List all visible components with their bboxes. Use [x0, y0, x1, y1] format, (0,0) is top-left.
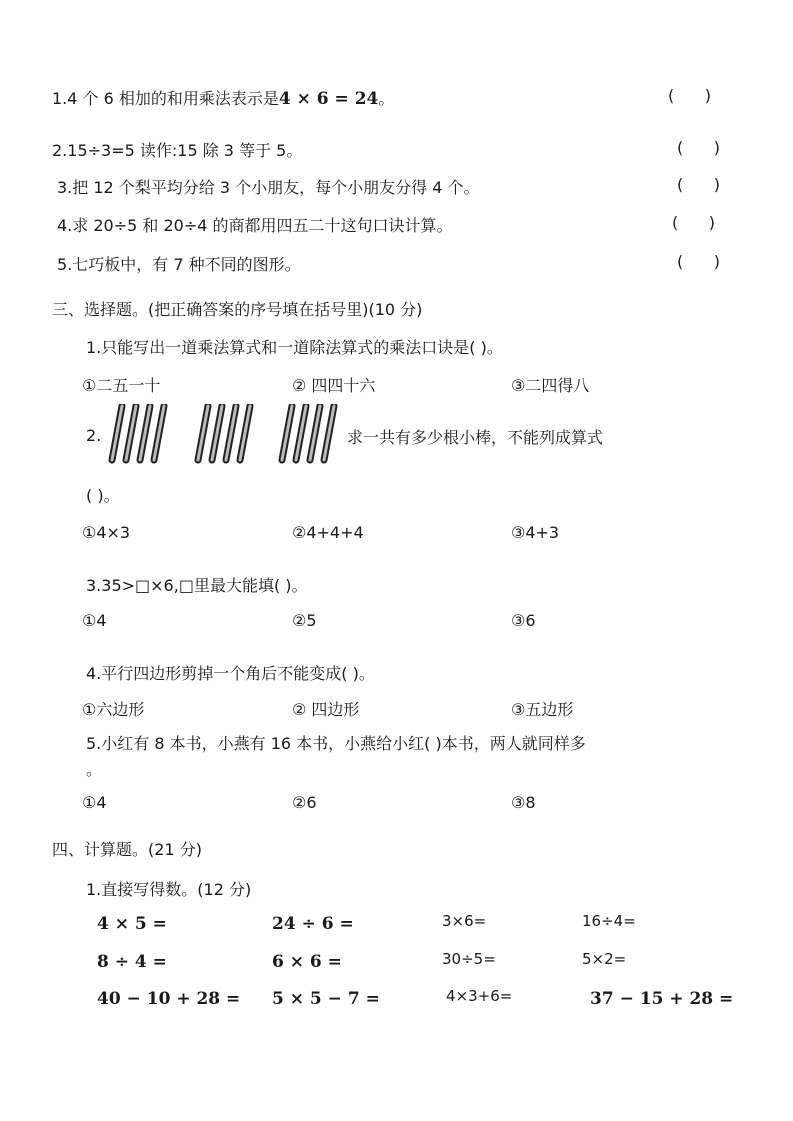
section-choice-heading: 三、选择题。(把正确答案的序号填在括号里)(10 分)	[52, 300, 423, 319]
judge-item-1	[52, 86, 394, 109]
calc-r2-c1: 8 ÷ 4 =	[97, 952, 167, 972]
choice-q4-option-2[interactable]: ② 四边形	[292, 700, 360, 719]
choice-q5-option-3[interactable]: ③8	[511, 793, 536, 812]
calc-r1-c2: 24 ÷ 6 =	[272, 914, 354, 934]
calc-r1-c3: 3×6=	[442, 912, 487, 930]
calc-sub-heading: 1.直接写得数。(12 分)	[86, 880, 252, 899]
calc-r3-c4: 37 − 15 + 28 =	[590, 989, 734, 1009]
judge-item-3: 3.把 12 个梨平均分给 3 个小朋友，每个小朋友分得 4 个。	[57, 178, 480, 197]
calc-r2-c2: 6 × 6 =	[272, 952, 342, 972]
stick-bundle-2	[198, 406, 250, 460]
calc-r2-c4: 5×2=	[582, 950, 627, 968]
judge-item-5: 5.七巧板中，有 7 种不同的图形。	[57, 255, 301, 274]
stick-bundle-3	[282, 406, 334, 460]
judge-item-4: 4.求 20÷5 和 20÷4 的商都用四五二十这句口诀计算。	[57, 216, 453, 235]
choice-q1-stem: 1.只能写出一道乘法算式和一道除法算式的乘法口诀是( )。	[86, 338, 503, 357]
choice-q1-option-2[interactable]: ② 四四十六	[292, 376, 376, 395]
calc-r1-c4: 16÷4=	[582, 912, 636, 930]
judge-item-2: 2.15÷3=5 读作:15 除 3 等于 5。	[52, 141, 303, 160]
choice-q4-option-3[interactable]: ③五边形	[511, 700, 574, 719]
choice-q4-option-1[interactable]: ①六边形	[82, 700, 145, 719]
judge-item-4-answer[interactable]: ( )	[672, 213, 715, 232]
judge-item-1-math: 4 × 6 = 24	[278, 89, 379, 109]
stick-bundle-1	[112, 406, 164, 460]
judge-item-1-text: 1.4 个 6 相加的和用乘法表示是	[52, 89, 279, 108]
choice-q3-option-2[interactable]: ②5	[292, 611, 317, 630]
choice-q2-option-2[interactable]: ②4+4+4	[292, 523, 364, 542]
calc-r2-c3: 30÷5=	[442, 950, 496, 968]
choice-q2-stem: 求一共有多少根小棒，不能列成算式	[347, 428, 604, 447]
choice-q3-option-3[interactable]: ③6	[511, 611, 536, 630]
choice-q2-label: 2.	[86, 426, 102, 445]
choice-q3-option-1[interactable]: ①4	[82, 611, 107, 630]
judge-item-5-answer[interactable]: ( )	[677, 252, 720, 271]
calc-r3-c2: 5 × 5 − 7 =	[272, 989, 380, 1009]
choice-q1-option-3[interactable]: ③二四得八	[511, 376, 590, 395]
judge-item-1-tail: 。	[378, 89, 395, 108]
judge-item-1-answer[interactable]: ( )	[668, 86, 711, 105]
calc-r1-c1: 4 × 5 =	[97, 914, 167, 934]
calc-r3-c1: 40 − 10 + 28 =	[97, 989, 241, 1009]
choice-q2-answer[interactable]: ( )。	[86, 486, 120, 505]
choice-q5-option-1[interactable]: ①4	[82, 793, 107, 812]
section-calc-heading: 四、计算题。(21 分)	[52, 840, 202, 859]
sticks-picture	[108, 404, 340, 466]
choice-q5-stem: 5.小红有 8 本书，小燕有 16 本书，小燕给小红( )本书，两人就同样多	[86, 734, 586, 753]
choice-q1-option-1[interactable]: ①二五一十	[82, 376, 161, 395]
judge-item-2-answer[interactable]: ( )	[677, 138, 720, 157]
judge-item-3-answer[interactable]: ( )	[677, 175, 720, 194]
choice-q4-stem: 4.平行四边形剪掉一个角后不能变成( )。	[86, 664, 375, 683]
choice-q2-option-3[interactable]: ③4+3	[511, 523, 560, 542]
choice-q5-tail: 。	[86, 760, 103, 779]
choice-q5-option-2[interactable]: ②6	[292, 793, 317, 812]
choice-q2-option-1[interactable]: ①4×3	[82, 523, 131, 542]
choice-q3-stem: 3.35>□×6,□里最大能填( )。	[86, 576, 308, 595]
calc-r3-c3: 4×3+6=	[446, 987, 513, 1005]
